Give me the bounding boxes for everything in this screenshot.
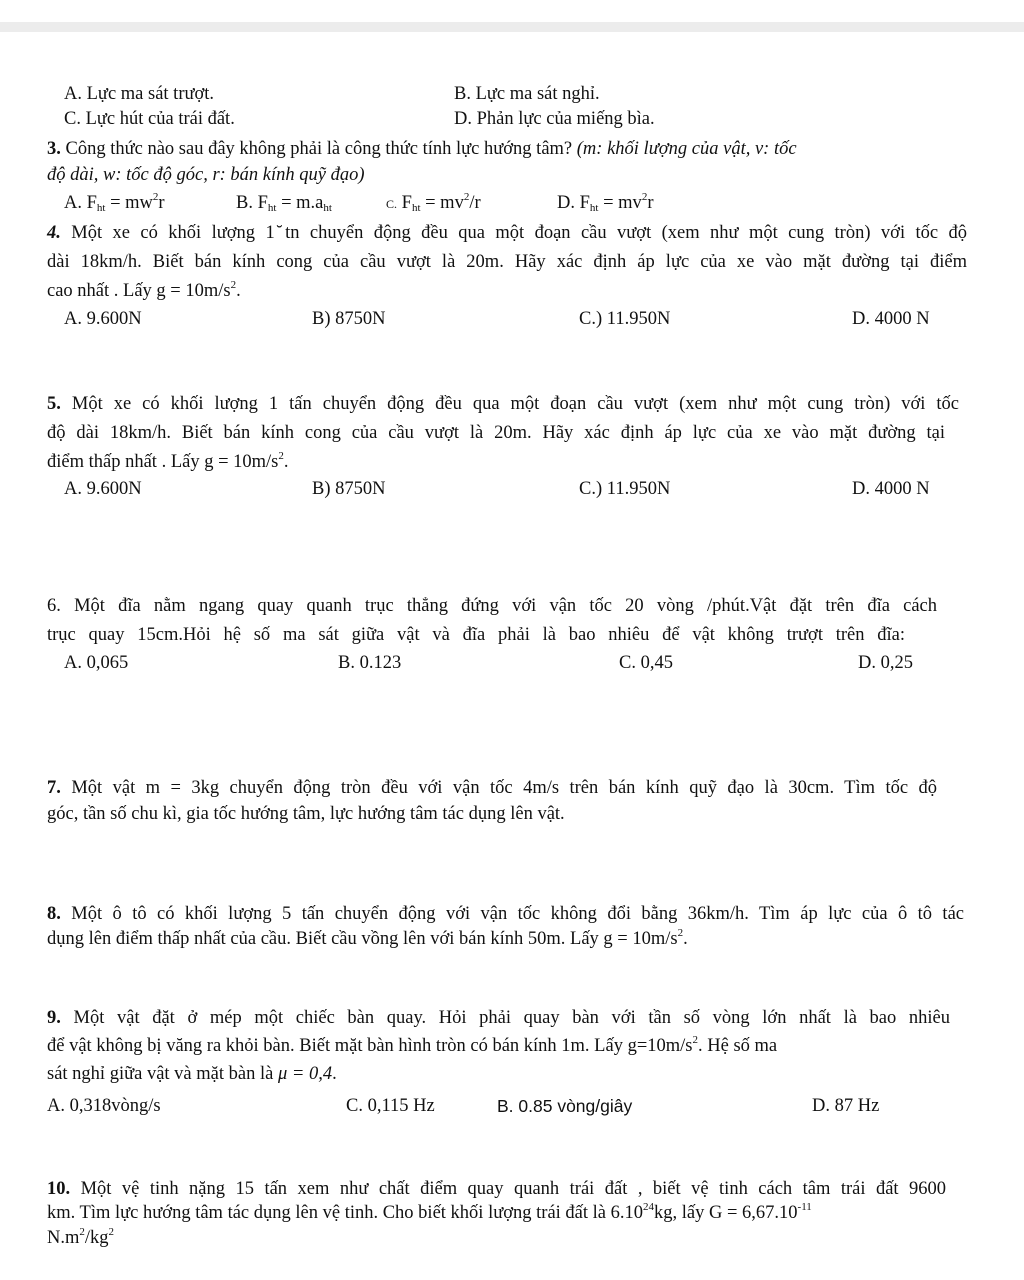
viewer-top-bar (0, 22, 1024, 32)
q4-option-c: C.) 11.950N (579, 309, 671, 329)
q6-line-2: trục quay 15cm.Hỏi hệ số ma sát giữa vật và đĩa phải là bao nhiêu để vật không trượt trên đĩa: (47, 625, 905, 645)
q3-a-label: A. (64, 193, 82, 213)
q5-line-2: độ dài 18km/h. Biết bán kính cong của cầu vượt là 20m. Hãy xác định áp lực của xe vào mặt đường tại (47, 423, 945, 443)
q2-option-d: D. Phản lực của miếng bìa. (454, 109, 655, 129)
q4-line-2: dài 18km/h. Biết bán kính cong của cầu vượt là 20m. Hãy xác định áp lực của xe vào mặt đường tại điểm (47, 252, 967, 272)
q7-text-1: Một vật m = 3kg chuyển động tròn đều với vận tốc 4m/s trên bán kính quỹ đạo là 30cm. Tìm tốc độ (71, 778, 937, 798)
q8-line-1 (47, 902, 964, 926)
q7-number: 7. (47, 778, 61, 798)
q9-option-c: C. 0,115 Hz (346, 1096, 435, 1116)
q4-text-3: cao nhất . Lấy (47, 281, 152, 301)
q6-option-a: A. 0,065 (64, 653, 129, 673)
q9-g-exp: 2 (692, 1034, 698, 1046)
q3-stem (47, 137, 797, 161)
q9-text-2: để vật không bị văng ra khỏi bàn. Biết mặt bàn hình tròn có bán kính 1m. Lấy g=10m/s (47, 1036, 693, 1056)
q9-end: . (332, 1064, 337, 1084)
q8-line-2 (47, 927, 688, 951)
q9-line-3 (47, 1062, 337, 1086)
q10-text-2a: km. Tìm lực hướng tâm tác dụng lên vệ tinh. Cho biết khối lượng trái đất là 6.10 (47, 1203, 643, 1223)
q5-text-1: Một xe có khối lượng 1 tấn chuyển động đều qua một đoạn cầu vượt (xem như một cung tròn) với tốc (71, 394, 960, 414)
q8-number: 8. (47, 904, 61, 924)
q2-option-a: A. Lực ma sát trượt. (64, 84, 215, 104)
q10-exp-11: -11 (797, 1201, 812, 1213)
q9-line-2 (47, 1034, 777, 1058)
q4-g-value: g = 10m/s (156, 281, 231, 301)
q3-note-2: độ dài, w: tốc độ góc, r: bán kính quỹ đạo) (47, 165, 365, 185)
q8-text-1: Một ô tô có khối lượng 5 tấn chuyển động với vận tốc không đổi bằng 36km/h. Tìm áp lực của ô tô tác (71, 904, 964, 924)
q4-line-1 (47, 221, 967, 245)
q5-line-3 (47, 450, 289, 474)
q5-option-c: C.) 11.950N (579, 479, 671, 499)
q4-end: . (236, 281, 241, 301)
q3-b-label: B. (236, 193, 253, 213)
q9-mu-value: μ = 0,4 (277, 1064, 333, 1084)
q8-text-2: dụng lên điểm thấp nhất của cầu. Biết cầu vồng lên với bán kính 50m. Lấy (47, 929, 599, 949)
q10-text-3a: N.m (47, 1228, 80, 1248)
q10-line-3 (47, 1226, 114, 1250)
q5-option-a: A. 9.600N (64, 479, 142, 499)
q4-line-3 (47, 279, 241, 303)
q6-option-d: D. 0,25 (858, 653, 913, 673)
q7-line-1 (47, 776, 937, 800)
q10-text-3b: /kg (84, 1228, 109, 1248)
q10-number: 10. (47, 1179, 71, 1199)
q9-option-b (497, 1094, 632, 1119)
q9-text-1: Một vật đặt ở mép một chiếc bàn quay. Hỏi phải quay bàn với tần số vòng lớn nhất là bao nhiêu (73, 1008, 951, 1028)
q6-option-b: B. 0.123 (338, 653, 402, 673)
q10-exp-2: 2 (79, 1226, 85, 1238)
q2-option-c: C. Lực hút của trái đất. (64, 109, 235, 129)
q4-g-exp: 2 (230, 279, 237, 291)
q4-option-a: A. 9.600N (64, 309, 142, 329)
q8-g-value: g = 10m/s (603, 929, 678, 949)
q3-option-d: D. $F_{ht} = mv^2r$ (557, 191, 654, 214)
q10-line-1 (47, 1177, 946, 1201)
q10-exp-2b: 2 (108, 1226, 115, 1238)
q3-c-label: C. (386, 197, 398, 211)
q5-option-d: D. 4000 N (852, 479, 930, 499)
q3-number: 3. (47, 139, 61, 159)
q9-line-1 (47, 1006, 950, 1030)
q9-text-3: sát nghỉ giữa vật và mặt bàn là (47, 1064, 274, 1084)
q3-d-label: D. (557, 193, 575, 213)
q6-option-c: C. 0,45 (619, 653, 673, 673)
q10-exp-24: 24 (643, 1201, 654, 1213)
q4-option-b: B) 8750N (312, 309, 386, 329)
q4-number: 4. (47, 223, 61, 243)
q5-line-1 (47, 392, 959, 416)
q3-text: Công thức nào sau đây không phải là công thức tính lực hướng tâm? (65, 139, 573, 159)
q3-option-c: C. $F_{ht} = mv^2/r$ (386, 191, 481, 214)
q5-text-3: điểm thấp nhất . Lấy (47, 452, 200, 472)
q5-option-b: B) 8750N (312, 479, 386, 499)
q2-option-b: B. Lực ma sát nghỉ. (454, 84, 600, 104)
q9-text-2-end: . Hệ số ma (698, 1036, 778, 1056)
q3-note-1: (m: khối lượng của vật, v: tốc (576, 139, 797, 159)
q5-end: . (283, 452, 289, 472)
q4-text-1: Một xe có khối lượng 1 ̆tn chuyển động đều qua một đoạn cầu vượt (xem như một cung tròn) với tốc độ (71, 223, 968, 243)
q3-option-b: B. $F_{ht} = m.a_{ht}$ (236, 193, 332, 214)
q6-line-1 (47, 594, 937, 618)
q9-option-a: A. 0,318vòng/s (47, 1096, 161, 1116)
q10-text-2b: kg, lấy G = 6,67.10 (654, 1203, 798, 1223)
q3-option-a: A. $F_{ht} = mw^2r$ (64, 191, 165, 214)
q9-option-b-text: B. 0.85 vòng/giây (497, 1096, 633, 1116)
q10-line-2 (47, 1201, 812, 1225)
q6-text-1: Một đĩa nằm ngang quay quanh trục thẳng đứng với vận tốc 20 vòng /phút.Vật đặt trên đĩa cách (74, 596, 938, 616)
q7-line-2: góc, tần số chu kì, gia tốc hướng tâm, lực hướng tâm tác dụng lên vật. (47, 804, 565, 824)
q9-option-d: D. 87 Hz (812, 1096, 880, 1116)
q10-text-1: Một vệ tinh nặng 15 tấn xem như chất điểm quay quanh trái đất , biết vệ tinh cách tâm trái đất 9600 (80, 1179, 947, 1199)
q4-option-d: D. 4000 N (852, 309, 930, 329)
q5-g-exp: 2 (278, 450, 284, 462)
q5-number: 5. (47, 394, 61, 414)
q8-end: . (683, 929, 688, 949)
q6-number: 6. (47, 596, 61, 616)
q9-number: 9. (47, 1008, 61, 1028)
q5-g-value: g = 10m/s (204, 452, 279, 472)
q8-g-exp: 2 (677, 927, 684, 939)
